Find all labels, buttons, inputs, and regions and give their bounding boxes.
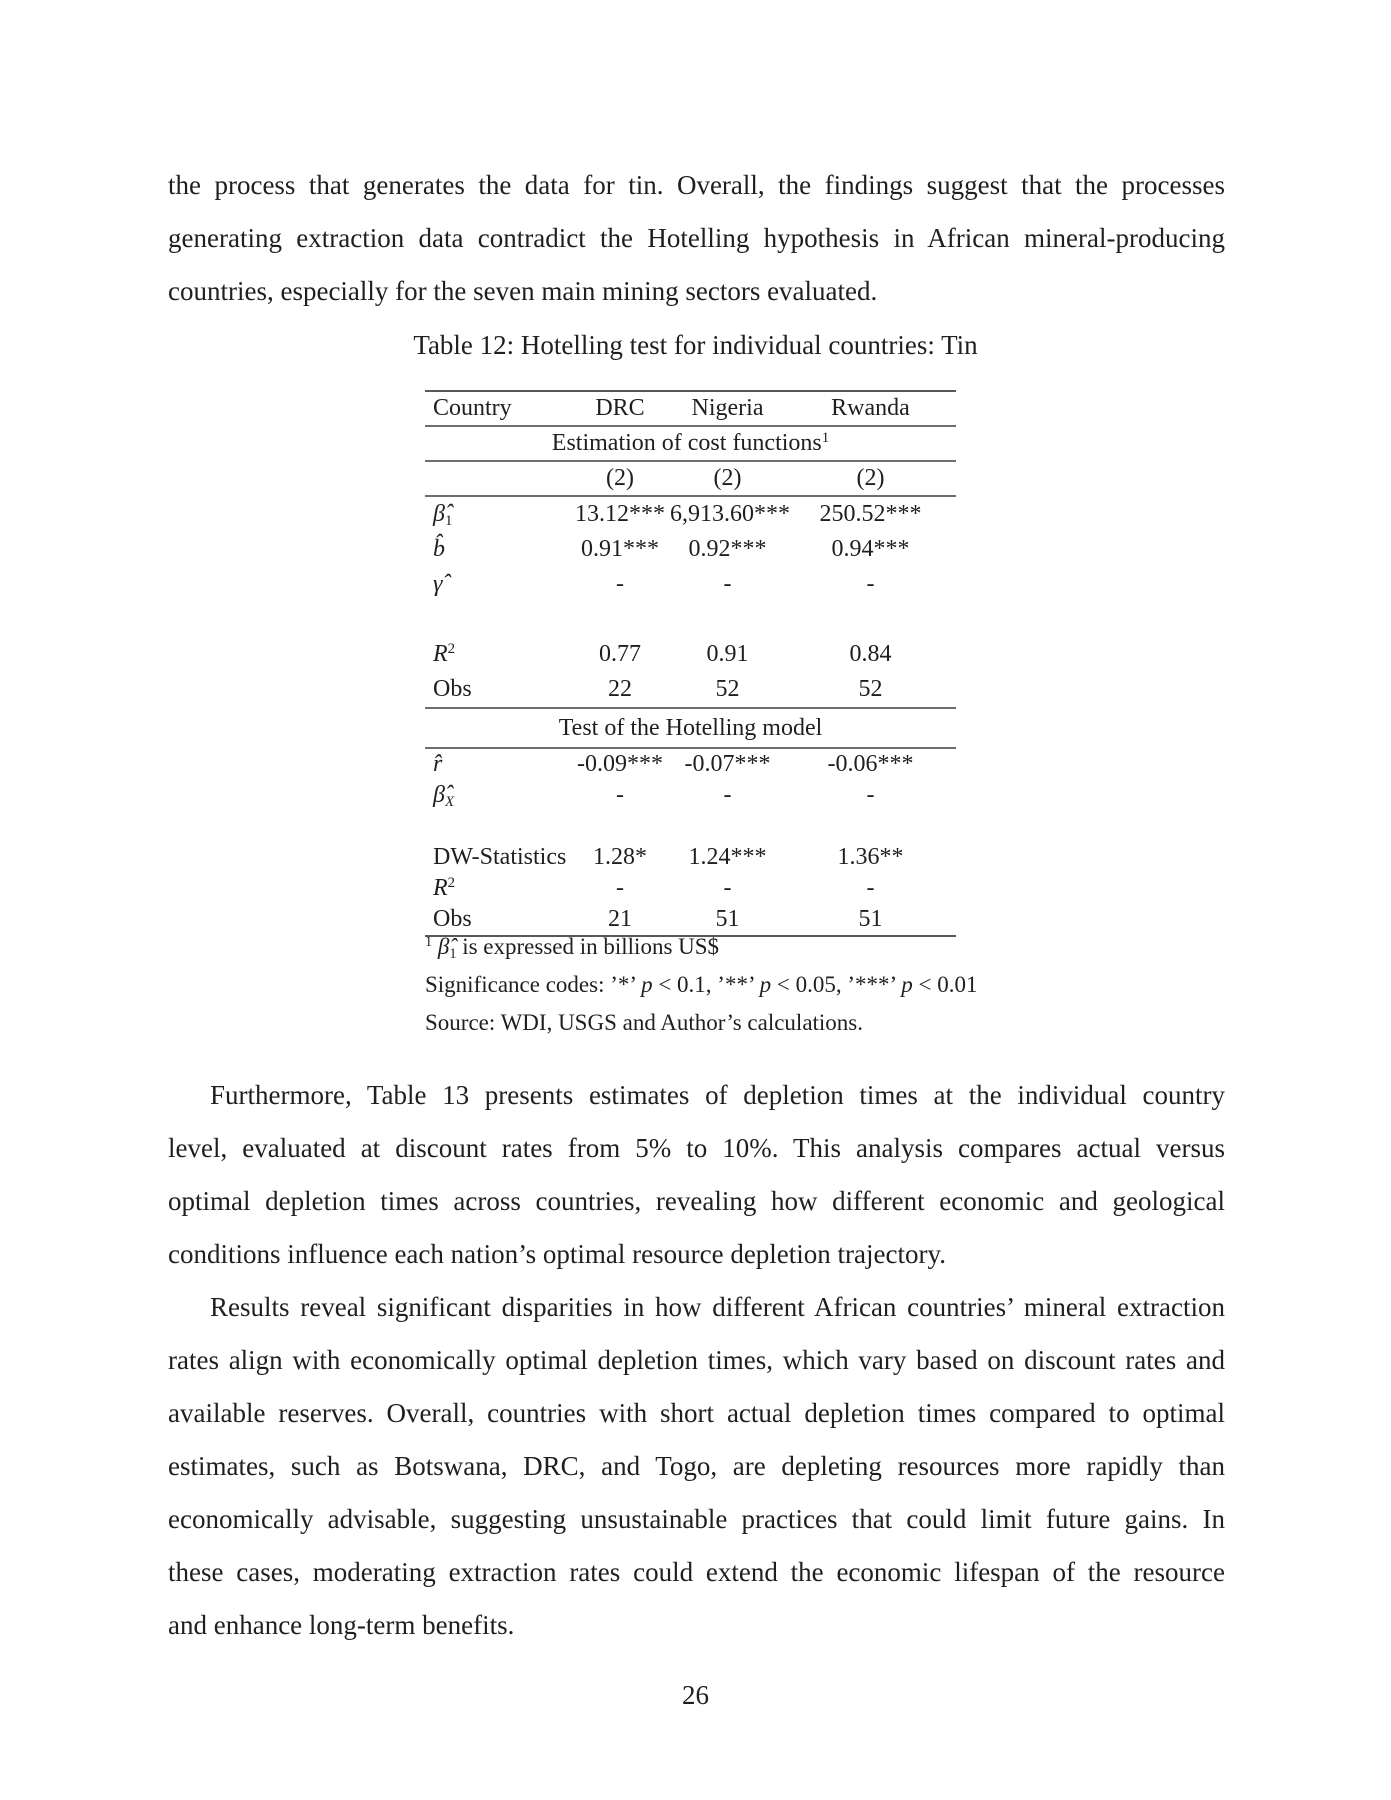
footnote-significance-codes: Significance codes: ’*’ p < 0.1, ’**’ p < 0.05, ’***’ p < 0.01 — [425, 972, 978, 997]
cell-value: - — [616, 875, 624, 901]
table-row-b — [425, 532, 956, 567]
paragraph-3 — [168, 1281, 1225, 1652]
cell-value: 0.84 — [849, 641, 892, 667]
cell-value: 0.94*** — [831, 536, 910, 562]
row-label: $\betâ_X$ — [433, 782, 455, 811]
cell-value: 0.91 — [706, 641, 749, 667]
cell-value: - — [723, 571, 732, 597]
cell-value: 0.92*** — [688, 536, 767, 562]
cell-value: 1.36** — [837, 844, 904, 870]
table-row-betax — [425, 780, 956, 811]
table-row-beta1 — [425, 497, 956, 532]
cell-value: 1.28* — [593, 844, 647, 870]
body-line: Results reveal significant disparities in how different African countries’ mineral extraction — [210, 1292, 1225, 1322]
column-header-rwanda: Rwanda — [831, 395, 910, 421]
paragraph-1 — [168, 159, 1225, 318]
cell-value: - — [866, 571, 875, 597]
results-table — [425, 390, 956, 937]
body-line: economically advisable, suggesting unsustainable practices that could limit future gains. In — [168, 1504, 1225, 1534]
table-caption: Table 12: Hotelling test for individual countries: Tin — [413, 330, 978, 360]
table-row-dw — [425, 842, 956, 873]
row-label: Obs — [433, 906, 472, 932]
cell-value: -0.06*** — [827, 751, 914, 777]
row-label: r̂ — [433, 751, 443, 777]
cell-value: 21 — [608, 906, 632, 932]
row-label: Obs — [433, 676, 472, 702]
cell-value: - — [723, 875, 732, 901]
section-header-estimation: Estimation of cost functions$^1$ — [551, 429, 830, 456]
cell-value: (2) — [606, 465, 634, 491]
body-line: rates align with economically optimal depletion times, which vary based on discount rates and — [168, 1345, 1225, 1375]
table-footnotes — [425, 928, 1065, 1042]
cell-value: 13.12*** — [575, 501, 665, 527]
cell-value: 1.24*** — [688, 844, 767, 870]
row-label: $R^2$ — [433, 640, 456, 667]
table-header-row — [425, 392, 956, 425]
table-row-obs — [425, 672, 956, 707]
row-label: γ̂ — [433, 571, 443, 597]
row-label: b̂ — [433, 536, 445, 562]
cell-value: 51 — [715, 906, 740, 932]
body-line: estimates, such as Botswana, DRC, and Togo, are depleting resources more rapidly than — [168, 1451, 1225, 1481]
section-header-hotelling-test: Test of the Hotelling model — [558, 715, 823, 741]
body-line: Furthermore, Table 13 presents estimates of depletion times at the individual country — [210, 1080, 1225, 1110]
cell-value: 22 — [608, 676, 632, 702]
body-line: optimal depletion times across countries, revealing how different economic and geological — [168, 1186, 1225, 1216]
footnote-source: Source: WDI, USGS and Author’s calculations. — [425, 1010, 864, 1035]
cell-value: 52 — [715, 676, 740, 702]
table-spacer-row — [425, 602, 956, 637]
row-label: $R^2$ — [433, 874, 456, 901]
footnote-billions: $^1$ $\betâ_1$ is expressed in billions US$ — [425, 934, 720, 962]
column-header-drc: DRC — [595, 395, 645, 421]
cell-value: 6,913.60*** — [670, 501, 790, 527]
cell-value: 250.52*** — [819, 501, 922, 527]
body-line: and enhance long-term benefits. — [168, 1610, 515, 1640]
cell-value: - — [616, 782, 624, 808]
cell-value: - — [866, 782, 875, 808]
cell-value: 51 — [858, 906, 883, 932]
cell-value: - — [723, 782, 732, 808]
table-row-r2 — [425, 637, 956, 672]
cell-value: 0.77 — [599, 641, 641, 667]
body-line: the process that generates the data for tin. Overall, the findings suggest that the processes — [168, 170, 1225, 200]
model-spec-row — [425, 462, 956, 495]
row-label: $\betâ_1$ — [433, 501, 453, 530]
body-line: level, evaluated at discount rates from 5% to 10%. This analysis compares actual versus — [168, 1133, 1225, 1163]
cell-value: -0.09*** — [577, 751, 663, 777]
table-row-gamma — [425, 567, 956, 602]
table-row-rhat — [425, 749, 956, 780]
body-line: available reserves. Overall, countries with short actual depletion times compared to optimal — [168, 1398, 1225, 1428]
body-line: these cases, moderating extraction rates could extend the economic lifespan of the resource — [168, 1557, 1225, 1587]
column-header-country: Country — [433, 395, 512, 421]
cell-value: 52 — [858, 676, 883, 702]
table-row-r2-test — [425, 873, 956, 904]
body-line: generating extraction data contradict the Hotelling hypothesis in African mineral-producing — [168, 223, 1225, 253]
body-line: conditions influence each nation’s optimal resource depletion trajectory. — [168, 1239, 946, 1269]
cell-value: - — [866, 875, 875, 901]
column-header-nigeria: Nigeria — [691, 395, 764, 421]
cell-value: (2) — [713, 465, 742, 491]
cell-value: -0.07*** — [684, 751, 771, 777]
cell-value: (2) — [856, 465, 885, 491]
row-label: DW-Statistics — [433, 844, 567, 870]
body-line: countries, especially for the seven main mining sectors evaluated. — [168, 276, 878, 306]
paragraph-2 — [168, 1069, 1225, 1281]
page-number: 26 — [682, 1680, 709, 1710]
cell-value: - — [616, 571, 624, 597]
row-label — [425, 462, 570, 495]
cell-value: 0.91*** — [581, 536, 659, 562]
table-spacer-row — [425, 811, 956, 842]
